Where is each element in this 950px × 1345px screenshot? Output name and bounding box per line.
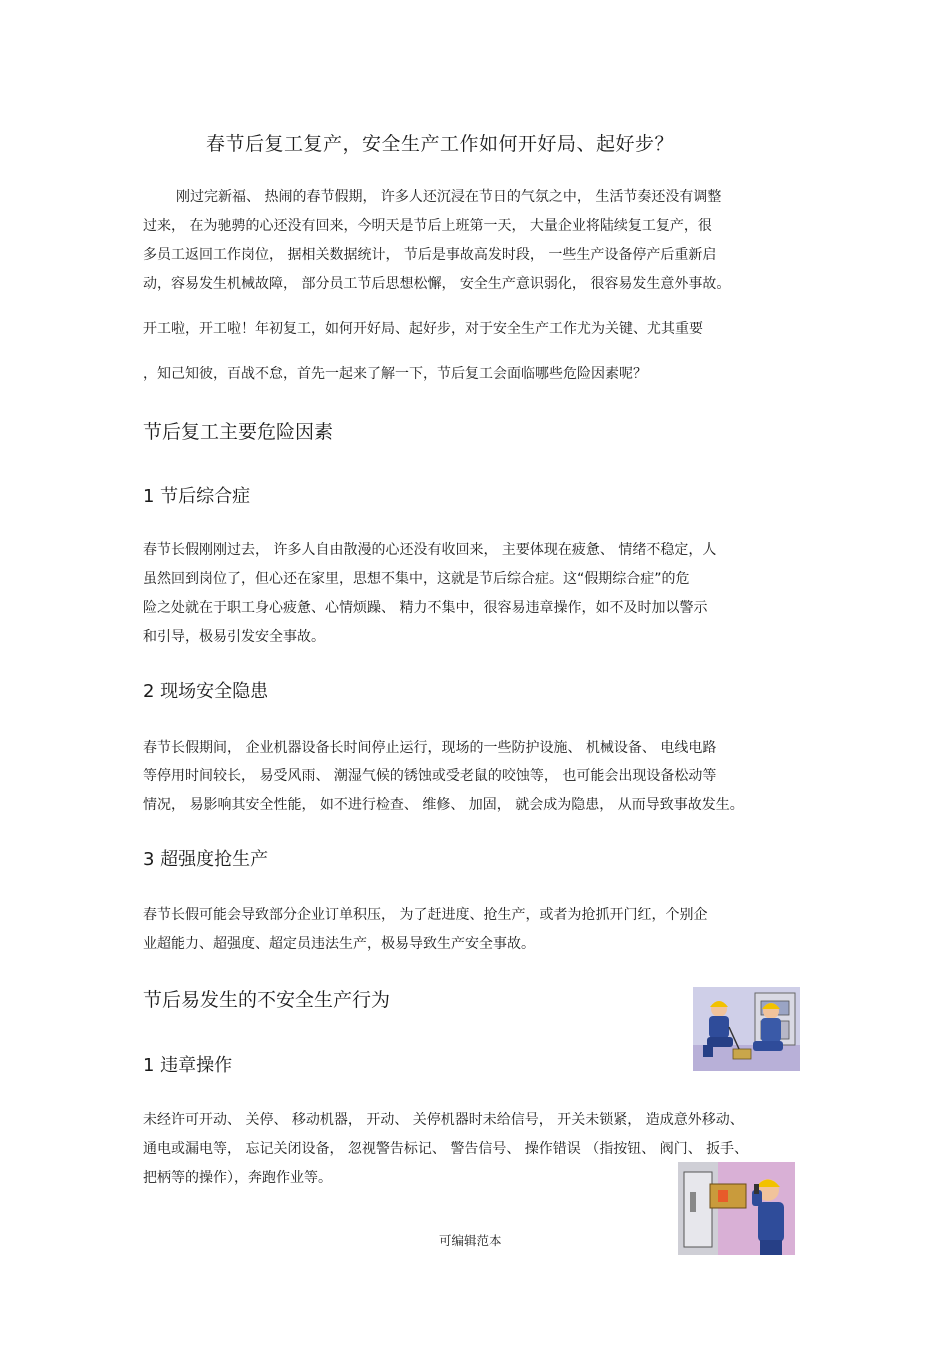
- section1-item1-line-2: 虽然回到岗位了，但心还在家里，思想不集中，这就是节后综合症。这“假期综合症”的危: [143, 571, 690, 587]
- section1-item2-line-2: 等停用时间较长， 易受风雨、 潮湿气候的锈蚀或受老鼠的咬蚀等， 也可能会出现设备松动等: [143, 768, 717, 784]
- section1-heading: 节后复工主要危险因素: [143, 421, 334, 443]
- section1-item2-line-1: 春节长假期间， 企业机器设备长时间停止运行，现场的一些防护设施、 机械设备、 电线电路: [143, 740, 717, 756]
- section1-item1-line-4: 和引导，极易引发安全事故。: [143, 629, 325, 645]
- intro-line-3: 多员工返回工作岗位， 据相关数据统计， 节后是事故高发时段， 一些生产设备停产后重新启: [143, 247, 717, 263]
- section1-item2-heading: 2 现场安全隐患: [143, 681, 269, 702]
- section2-item1-line-3: 把柄等的操作），奔跑作业等。: [143, 1170, 332, 1186]
- section1-item1-line-1: 春节长假刚刚过去， 许多人自由散漫的心还没有收回来， 主要体现在疲惫、 情绪不稳定，人: [143, 542, 717, 558]
- section1-item3-line-2: 业超能力、超强度、超定员违法生产，极易导致生产安全事故。: [143, 936, 535, 952]
- section1-item3-line-1: 春节长假可能会导致部分企业订单积压， 为了赶进度、抢生产，或者为抢抓开门红，个别企: [143, 907, 708, 923]
- page-title: 春节后复工复产，安全生产工作如何开好局、起好步？: [206, 133, 675, 155]
- intro-line-1: 刚过完新福、 热闹的春节假期， 许多人还沉浸在节日的气氛之中， 生活节奏还没有调整: [176, 189, 722, 205]
- page-footer: 可编辑范本: [439, 1233, 502, 1248]
- section2-item1-heading: 1 违章操作: [143, 1055, 233, 1076]
- intro-line-4: 动，容易发生机械故障， 部分员工节后思想松懈， 安全生产意识弱化， 很容易发生意外事故。: [143, 276, 731, 292]
- section1-item1-line-3: 险之处就在于职工身心疲惫、心情烦躁、 精力不集中，很容易违章操作，如不及时加以警示: [143, 600, 708, 616]
- section1-item1-heading: 1 节后综合症: [143, 486, 251, 507]
- intro-line-5: 开工啦，开工啦！年初复工，如何开好局、起好步，对于安全生产工作尤为关键、尤其重要: [143, 321, 703, 337]
- worker-phone-icon: [678, 1162, 795, 1255]
- intro-line-2: 过来， 在为驰骋的心还没有回来，今明天是节后上班第一天， 大量企业将陆续复工复产，很: [143, 218, 712, 234]
- section2-item1-line-2: 通电或漏电等， 忘记关闭设备， 忽视警告标记、 警告信号、 操作错误 （指按钮、 阀门、 扳手、: [143, 1141, 749, 1157]
- section2-heading: 节后易发生的不安全生产行为: [143, 989, 391, 1011]
- section1-item3-heading: 3 超强度抢生产: [143, 849, 269, 870]
- intro-line-6: ，知己知彼，百战不怠，首先一起来了解一下，节后复工会面临哪些危险因素呢？: [143, 366, 647, 382]
- worker-phone-illustration: [678, 1162, 795, 1255]
- section1-item2-line-3: 情况， 易影响其安全性能， 如不进行检查、 维修、 加固， 就会成为隐患， 从而导致事故发生。: [143, 797, 744, 813]
- workers-repair-illustration: [693, 987, 800, 1071]
- workers-repair-icon: [693, 987, 800, 1071]
- section2-item1-line-1: 未经许可开动、 关停、 移动机器， 开动、 关停机器时未给信号， 开关未锁紧， 造成意外移动、: [143, 1112, 744, 1128]
